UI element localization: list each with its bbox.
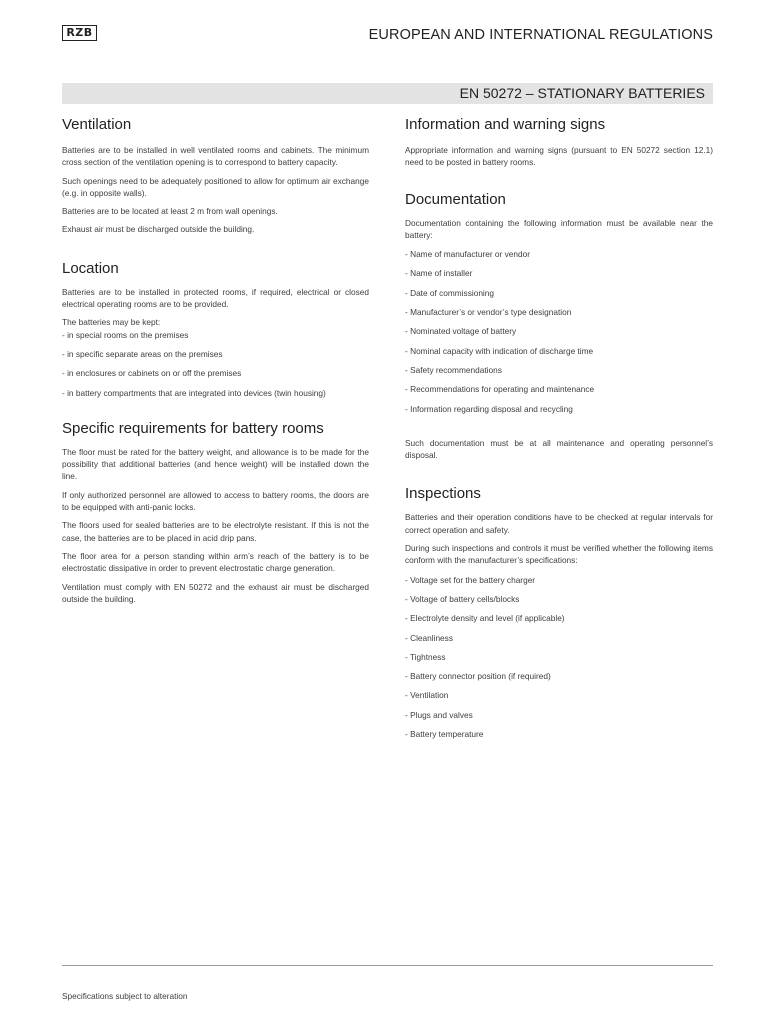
inspections-heading: Inspections: [405, 485, 481, 503]
list-item: - Battery connector position (if required): [405, 670, 713, 682]
left-column: [62, 116, 369, 605]
list-item: - Name of manufacturer or vendor: [405, 248, 713, 260]
battery-rooms-paragraph: If only authorized personnel are allowed to access to battery rooms, the doors are to be equipped with anti-panic locks.: [62, 489, 369, 513]
list-item: - Battery temperature: [405, 728, 713, 740]
list-item: - Plugs and valves: [405, 709, 713, 721]
battery-rooms-heading: Specific requirements for battery rooms: [62, 419, 324, 437]
ventilation-paragraph: Such openings need to be adequately positioned to allow for optimum air exchange (e.g. in opposite walls).: [62, 175, 369, 198]
list-item: - Tightness: [405, 651, 713, 663]
ventilation-paragraph: Batteries are to be located at least 2 m from wall openings.: [62, 206, 278, 217]
list-item: - Electrolyte density and level (if applicable): [405, 612, 713, 624]
list-item: - Voltage of battery cells/blocks: [405, 593, 713, 605]
documentation-paragraph: Such documentation must be at all maintenance and operating personnel’s disposal.: [405, 437, 713, 461]
list-item: - Name of installer: [405, 267, 713, 279]
documentation-list: [405, 248, 713, 415]
documentation-heading: Documentation: [405, 190, 506, 208]
location-paragraph: Batteries are to be installed in protected rooms, if required, electrical or closed electrical operating rooms are to be provided.: [62, 286, 369, 310]
footer-divider: [62, 965, 713, 966]
page-title: EUROPEAN AND INTERNATIONAL REGULATIONS: [368, 27, 713, 43]
battery-rooms-paragraph: Ventilation must comply with EN 50272 and the exhaust air must be discharged outside the building.: [62, 581, 369, 604]
location-heading: Location: [62, 259, 119, 277]
battery-rooms-paragraph: The floor must be rated for the battery weight, and allowance is to be made for the possibility that additional batteries (and hence weight) will be installed down the line.: [62, 446, 369, 482]
warning-signs-section: [405, 116, 713, 169]
list-item: - Information regarding disposal and recycling: [405, 403, 713, 415]
location-list: [62, 329, 369, 399]
ventilation-paragraph: Exhaust air must be discharged outside the building.: [62, 224, 255, 235]
location-section: [62, 260, 369, 399]
section-banner: [62, 83, 713, 104]
warning-signs-heading: Information and warning signs: [405, 116, 606, 133]
documentation-paragraph: Documentation containing the following information must be available near the battery:: [405, 217, 713, 240]
list-item: - in battery compartments that are integrated into devices (twin housing): [62, 387, 369, 399]
battery-rooms-paragraph: The floor area for a person standing within arm’s reach of the battery is to be electrostatic dissipative in order to prevent electrostatic charge generation.: [62, 550, 369, 574]
list-item: - Voltage set for the battery charger: [405, 574, 713, 586]
list-item: - Safety recommendations: [405, 364, 713, 376]
footer-note: Specifications subject to alteration: [62, 991, 188, 1001]
battery-rooms-section: [62, 420, 369, 605]
list-item: - Date of commissioning: [405, 287, 713, 299]
ventilation-section: [62, 116, 369, 236]
list-item: - in enclosures or cabinets on or off the premises: [62, 367, 369, 379]
documentation-section: [405, 191, 713, 462]
list-item: - Manufacturer’s or vendor’s type designation: [405, 306, 713, 318]
list-item: - Nominated voltage of battery: [405, 325, 713, 337]
inspections-paragraph: Batteries and their operation conditions have to be checked at regular intervals for correct operation and safety.: [405, 512, 713, 535]
rzb-logo: RZB: [62, 25, 97, 41]
ventilation-paragraph: Batteries are to be installed in well ventilated rooms and cabinets. The minimum cross section of the ventilation opening is to correspond to battery capacity.: [62, 145, 369, 168]
list-item: - Ventilation: [405, 689, 713, 701]
list-item: - in special rooms on the premises: [62, 329, 369, 341]
list-item: - Recommendations for operating and maintenance: [405, 383, 713, 395]
banner-title: EN 50272 – STATIONARY BATTERIES: [459, 85, 705, 101]
ventilation-heading: Ventilation: [62, 116, 132, 133]
list-item: - Cleanliness: [405, 632, 713, 644]
inspections-paragraph: During such inspections and controls it must be verified whether the following items conform with the manufacturer’s specifications:: [405, 543, 713, 566]
list-item: - Nominal capacity with indication of discharge time: [405, 345, 713, 357]
inspections-section: [405, 485, 713, 740]
location-paragraph: The batteries may be kept:: [62, 317, 161, 328]
right-column: [405, 116, 713, 740]
battery-rooms-paragraph: The floors used for sealed batteries are to be electrolyte resistant. If this is not the case, the batteries are to be placed in acid drip pans.: [62, 520, 369, 543]
warning-signs-paragraph: Appropriate information and warning signs (pursuant to EN 50272 section 12.1) need to be posted in battery rooms.: [405, 145, 713, 168]
list-item: - in specific separate areas on the premises: [62, 348, 369, 360]
inspections-list: [405, 574, 713, 741]
